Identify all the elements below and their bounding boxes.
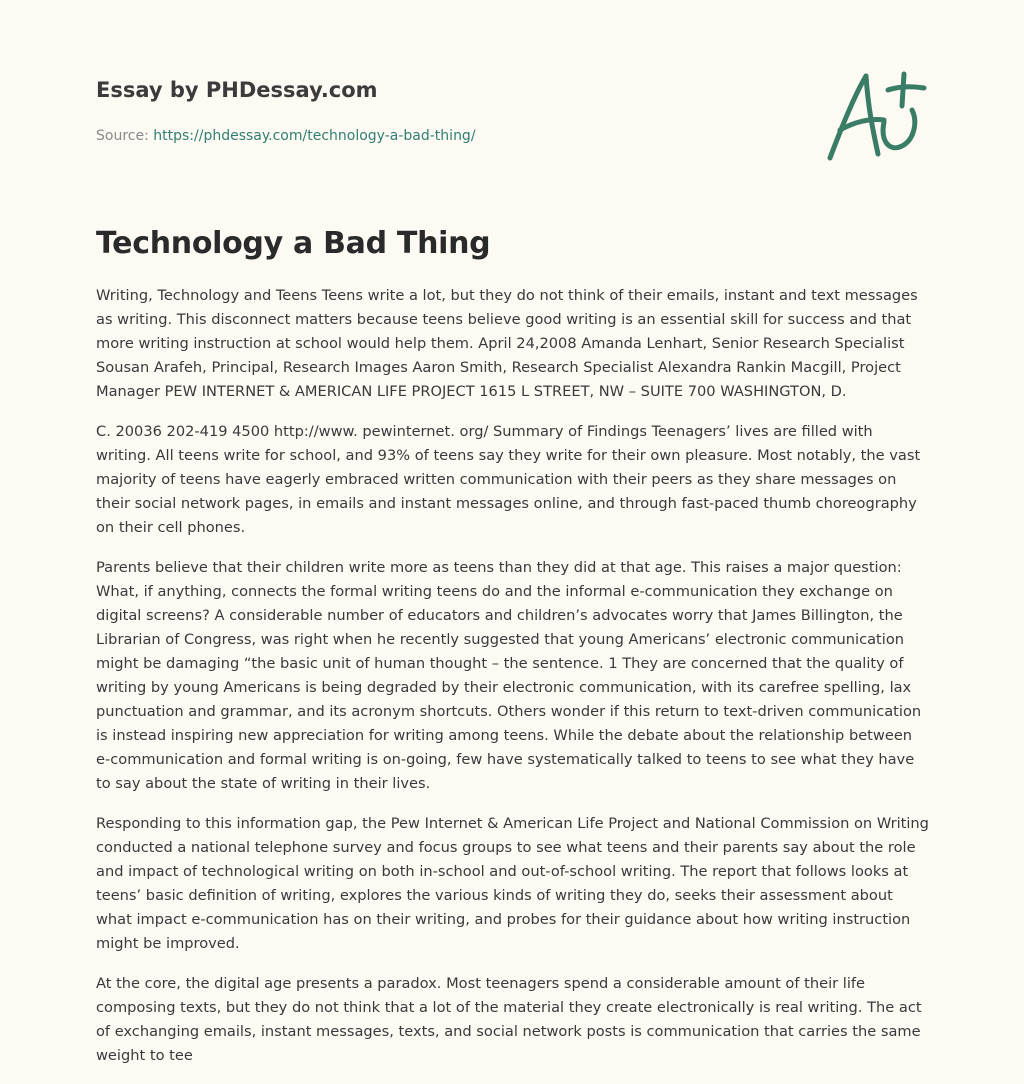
a-plus-grade-logo-icon: [820, 66, 930, 166]
essay-paragraph: Parents believe that their children write more as teens than they did at that age. This raises a major question: What, if anything, connects the formal writing teens do and the informal e-communication they exchange on digital screens? A considerable number of educators and children’s advocates worry that James Billington, the Librarian of Congress, was right when he recently suggested that young Americans’ electronic communication might be damaging “the basic unit of human thought – the sentence. 1 They are concerned that the quality of writing by young Americans is being degraded by their electronic communication, with its carefree spelling, lax punctuation and grammar, and its acronym shortcuts. Others wonder if this return to text-driven communication is instead inspiring new appreciation for writing among teens. While the debate about the relationship between e-communication and formal writing is on-going, few have systematically talked to teens to see what they have to say about the state of writing in their lives.: [96, 559, 922, 792]
essay-title: Technology a Bad Thing: [96, 226, 491, 261]
essay-paragraph: Writing, Technology and Teens Teens write a lot, but they do not think of their emails, instant and text messages as writing. This disconnect matters because teens believe good writing is an essential skill for success and that more writing instruction at school would help them. April 24,2008 Amanda Lenhart, Senior Research Specialist Sousan Arafeh, Principal, Research Images Aaron Smith, Research Specialist Alexandra Rankin Macgill, Project Manager PEW INTERNET & AMERICAN LIFE PROJECT 1615 L STREET, NW – SUITE 700 WASHINGTON, D.: [96, 287, 918, 400]
essay-paragraph: C. 20036 202-419 4500 http://www. pewinternet. org/ Summary of Findings Teenagers’ lives are filled with writing. All teens write for school, and 93% of teens say they write for their own pleasure. Most notably, the vast majority of teens have eagerly embraced written communication with their peers as they share messages on their social network pages, in emails and instant messages online, and through fast-paced thumb choreography on their cell phones.: [96, 423, 921, 536]
page-header: [96, 76, 796, 146]
source-link[interactable]: https://phdessay.com/technology-a-bad-thing/: [153, 128, 476, 144]
essay-paragraph: At the core, the digital age presents a paradox. Most teenagers spend a considerable amount of their life composing texts, but they do not think that a lot of the material they create electronically is real writing. The act of exchanging emails, instant messages, texts, and social network posts is communication that carries the same weight to tee: [96, 975, 922, 1064]
source-label: Source:: [96, 128, 154, 144]
source-line: [96, 126, 796, 146]
brand-title: Essay by PHDessay.com: [96, 78, 378, 102]
essay-body: [96, 284, 930, 1084]
essay-paragraph: Responding to this information gap, the Pew Internet & American Life Project and National Commission on Writing conducted a national telephone survey and focus groups to see what teens and their parents say about the role and impact of technological writing on both in-school and out-of-school writing. The report that follows looks at teens’ basic definition of writing, explores the various kinds of writing they do, seeks their assessment about what impact e-communication has on their writing, and probes for their guidance about how writing instruction might be improved.: [96, 815, 929, 952]
